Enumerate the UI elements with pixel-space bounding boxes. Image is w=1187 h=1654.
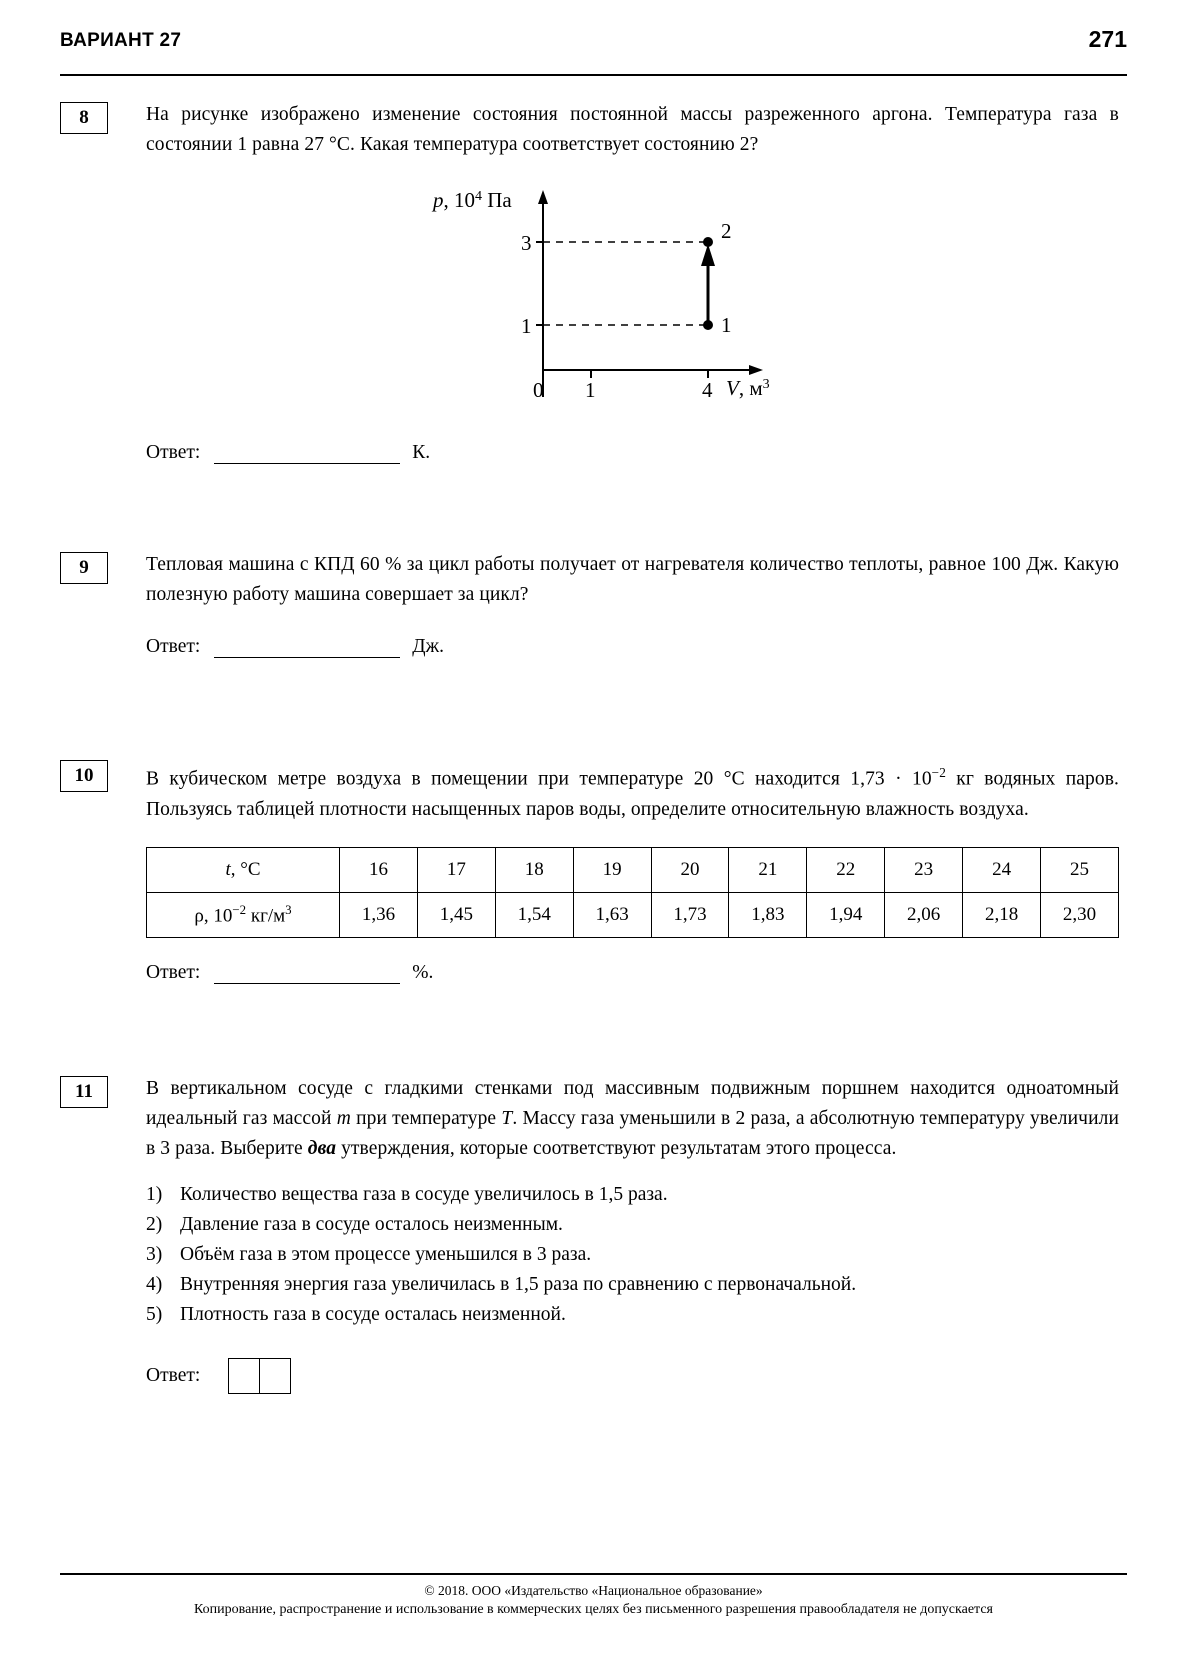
table-cell: 1,54 (495, 892, 573, 937)
table-cell: 1,83 (729, 892, 807, 937)
table-cell: 17 (417, 847, 495, 892)
task-8-number: 8 (60, 102, 108, 134)
answer-cell-2[interactable] (260, 1358, 291, 1394)
task-11-symbol-T: T (501, 1107, 513, 1129)
option-text: Количество вещества газа в сосуде увеличилось в 1,5 раза. (180, 1183, 668, 1205)
task-9-answer-input[interactable] (214, 637, 400, 658)
table-cell: 2,30 (1041, 892, 1119, 937)
task-8 (60, 100, 1127, 464)
list-item[interactable] (146, 1300, 1119, 1330)
task-10-text-part1: В кубическом метре воздуха в помещении при температуре 20 °C находится 1,73 · 10 (146, 768, 932, 790)
task-9-answer-label: Ответ: (146, 636, 201, 657)
svg-text:0: 0 (532, 378, 543, 402)
table-cell: 2,18 (963, 892, 1041, 937)
table-cell: 1,36 (340, 892, 418, 937)
table-cell: 21 (729, 847, 807, 892)
task-9 (60, 550, 1127, 658)
table-row (147, 892, 1119, 937)
task-9-number: 9 (60, 552, 108, 584)
task-8-answer-input[interactable] (214, 443, 400, 464)
option-text: Объём газа в этом процессе уменьшился в 3 раза. (180, 1243, 592, 1265)
table-cell: 1,63 (573, 892, 651, 937)
table-row (147, 847, 1119, 892)
task-10-answer-input[interactable] (214, 963, 400, 984)
task-8-figure (146, 182, 1119, 412)
saturated-vapor-table (146, 847, 1119, 938)
task-11-number: 11 (60, 1076, 108, 1108)
svg-text:3: 3 (520, 231, 531, 255)
copyright-line: © 2018. ООО «Издательство «Национальное образование» (424, 1583, 763, 1598)
option-number: 1) (146, 1183, 163, 1205)
table-cell: 24 (963, 847, 1041, 892)
usage-notice: Копирование, распространение и использование в коммерческих целях без письменного разрешения правообладателя не допускается (194, 1602, 993, 1617)
list-item[interactable] (146, 1240, 1119, 1270)
task-11 (60, 1074, 1127, 1394)
task-9-body (146, 550, 1119, 658)
task-8-body (146, 100, 1119, 464)
option-number: 5) (146, 1303, 163, 1325)
task-11-text-part3: . Массу газа уменьшили в 2 раза, а абсолютную температуру увеличили в 3 раза. Выберите (146, 1107, 1119, 1159)
list-item[interactable] (146, 1270, 1119, 1300)
task-10-answer-unit: %. (412, 961, 434, 983)
task-9-answer-row (146, 636, 1119, 658)
svg-text:1: 1 (720, 313, 731, 337)
svg-text:2: 2 (720, 219, 731, 243)
task-11-emphasis: два (307, 1137, 337, 1159)
task-11-body (146, 1074, 1119, 1394)
svg-text:4: 4 (701, 378, 712, 402)
task-11-options (146, 1180, 1119, 1330)
pv-diagram (423, 182, 843, 412)
option-number: 3) (146, 1243, 163, 1265)
table-cell: 1,45 (417, 892, 495, 937)
svg-text:1: 1 (520, 314, 531, 338)
table-cell: 16 (340, 847, 418, 892)
option-text: Плотность газа в сосуде осталась неизменной. (180, 1303, 566, 1325)
svg-text:V, м3: V, $м^3$ (725, 376, 770, 400)
task-10-number: 10 (60, 760, 108, 792)
list-item[interactable] (146, 1180, 1119, 1210)
task-10-body (146, 758, 1119, 984)
task-8-text: На рисунке изображено изменение состояния постоянной массы разреженного аргона. Температура газа в состоянии 1 равна 27 °C. Какая температура соответствует состоянию 2? (146, 104, 1119, 155)
task-11-text-part4: утверждения, которые соответствуют результатам этого процесса. (336, 1137, 897, 1159)
task-8-answer-label: Ответ: (146, 442, 201, 463)
page-header (60, 0, 1127, 76)
page-footer (60, 1573, 1127, 1618)
task-11-text-part2: при температуре (350, 1107, 502, 1129)
task-10-text-part2: кг водяных паров. Пользуясь таблицей плотности насыщенных паров воды, определите относительную влажность воздуха. (146, 768, 1119, 820)
task-10-answer-label: Ответ: (146, 961, 201, 983)
table-row-header-density: ρ, $10^{-2}$ $кг/м^3$ (147, 892, 340, 937)
variant-label: ВАРИАНТ 27 (60, 30, 182, 51)
answer-cell-1[interactable] (228, 1358, 260, 1394)
task-11-text-part1: В вертикальном сосуде с гладкими стенками под массивным подвижным поршнем находится одноатомный идеальный газ массой (146, 1077, 1119, 1129)
option-text: Давление газа в сосуде осталось неизменным. (180, 1213, 563, 1235)
task-9-text: Тепловая машина с КПД 60 % за цикл работы получает от нагревателя количество теплоты, равное 100 Дж. Какую полезную работу машина совершает за цикл? (146, 554, 1119, 605)
task-11-answer-row (146, 1358, 1119, 1394)
option-number: 4) (146, 1273, 163, 1295)
table-cell: 1,73 (651, 892, 729, 937)
table-cell: 2,06 (885, 892, 963, 937)
table-cell: 20 (651, 847, 729, 892)
task-11-answer-label: Ответ: (146, 1364, 201, 1386)
table-cell: 22 (807, 847, 885, 892)
svg-text:1: 1 (584, 378, 595, 402)
task-10-answer-row (146, 962, 1119, 984)
option-number: 2) (146, 1213, 163, 1235)
list-item[interactable] (146, 1210, 1119, 1240)
task-11-answer-boxes (228, 1358, 291, 1394)
task-10 (60, 758, 1127, 984)
svg-text:p, 104 Па: p, $10^4$ Па (432, 188, 512, 212)
table-cell: 19 (573, 847, 651, 892)
task-8-answer-unit: К. (412, 442, 431, 463)
table-cell: 1,94 (807, 892, 885, 937)
table-cell: 18 (495, 847, 573, 892)
table-row-header-temperature: t, °C (147, 847, 340, 892)
task-11-text (146, 1074, 1119, 1164)
task-11-symbol-m: m (336, 1107, 351, 1129)
page-number: 271 (1088, 26, 1127, 52)
task-10-text-sup: −2 (931, 765, 946, 780)
table-cell: 25 (1041, 847, 1119, 892)
task-9-answer-unit: Дж. (412, 636, 444, 657)
table-cell: 23 (885, 847, 963, 892)
task-8-answer-row (146, 442, 1119, 464)
option-text: Внутренняя энергия газа увеличилась в 1,5 раза по сравнению с первоначальной. (180, 1273, 857, 1295)
task-10-text (146, 758, 1119, 825)
